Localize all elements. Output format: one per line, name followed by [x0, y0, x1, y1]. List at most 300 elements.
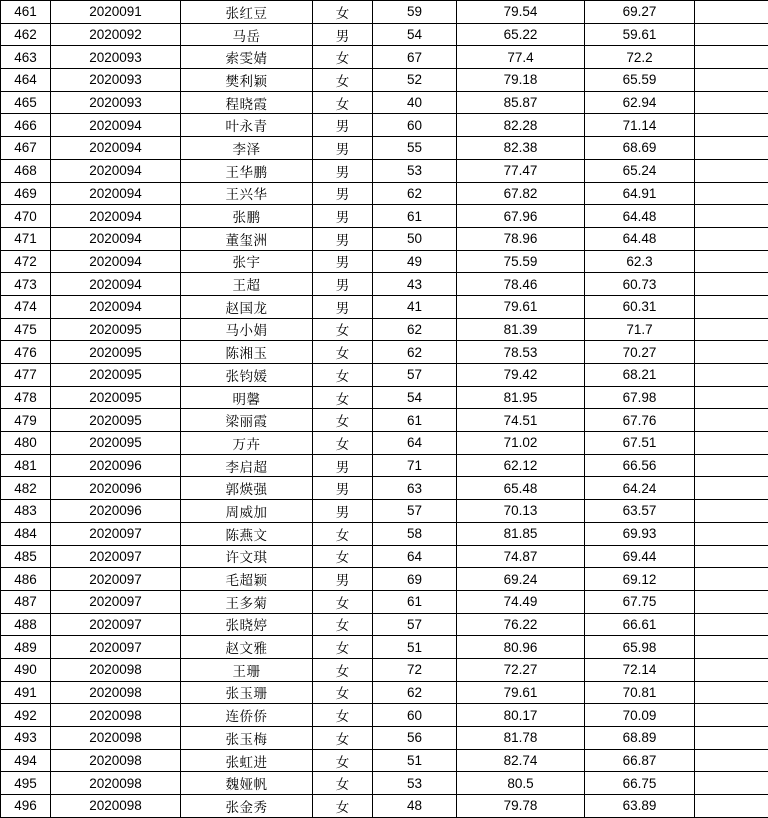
- interview-score: 71.02: [457, 432, 585, 455]
- table-row: [1, 477, 768, 500]
- written-score: 51: [373, 749, 457, 772]
- written-score: 57: [373, 613, 457, 636]
- table-row: [1, 613, 768, 636]
- table-row: [1, 500, 768, 523]
- candidate-name: 张玉珊: [181, 681, 313, 704]
- written-score: 52: [373, 69, 457, 92]
- written-score: 49: [373, 250, 457, 273]
- gender: 男: [313, 137, 373, 160]
- row-index: 461: [1, 1, 51, 24]
- gender: 女: [313, 1, 373, 24]
- row-index: 475: [1, 318, 51, 341]
- interview-score: 79.61: [457, 295, 585, 318]
- total-score: 64.48: [585, 227, 695, 250]
- total-score: 65.24: [585, 159, 695, 182]
- remark: [695, 477, 768, 500]
- table-row: [1, 205, 768, 228]
- gender: 女: [313, 364, 373, 387]
- total-score: 70.27: [585, 341, 695, 364]
- table-row: [1, 159, 768, 182]
- candidate-name: 连侨侨: [181, 704, 313, 727]
- candidate-number: 2020093: [51, 46, 181, 69]
- interview-score: 78.96: [457, 227, 585, 250]
- candidate-name: 张鹏: [181, 205, 313, 228]
- table-row: [1, 658, 768, 681]
- candidate-name: 张晓婷: [181, 613, 313, 636]
- table-row: [1, 795, 768, 818]
- written-score: 40: [373, 91, 457, 114]
- written-score: 55: [373, 137, 457, 160]
- remark: [695, 91, 768, 114]
- gender: 女: [313, 91, 373, 114]
- remark: [695, 295, 768, 318]
- remark: [695, 613, 768, 636]
- remark: [695, 318, 768, 341]
- row-index: 468: [1, 159, 51, 182]
- candidate-number: 2020093: [51, 69, 181, 92]
- table-row: [1, 681, 768, 704]
- candidate-number: 2020095: [51, 432, 181, 455]
- candidate-number: 2020093: [51, 91, 181, 114]
- candidate-name: 张玉梅: [181, 727, 313, 750]
- remark: [695, 727, 768, 750]
- gender: 女: [313, 704, 373, 727]
- total-score: 64.24: [585, 477, 695, 500]
- candidate-name: 赵国龙: [181, 295, 313, 318]
- remark: [695, 159, 768, 182]
- candidate-name: 许文琪: [181, 545, 313, 568]
- candidate-name: 王多菊: [181, 590, 313, 613]
- gender: 男: [313, 568, 373, 591]
- remark: [695, 341, 768, 364]
- interview-score: 81.78: [457, 727, 585, 750]
- written-score: 58: [373, 522, 457, 545]
- row-index: 466: [1, 114, 51, 137]
- remark: [695, 182, 768, 205]
- table-row: [1, 590, 768, 613]
- candidate-name: 程晓霞: [181, 91, 313, 114]
- written-score: 60: [373, 114, 457, 137]
- written-score: 57: [373, 500, 457, 523]
- gender: 男: [313, 182, 373, 205]
- candidate-number: 2020094: [51, 295, 181, 318]
- row-index: 495: [1, 772, 51, 795]
- table-row: [1, 772, 768, 795]
- row-index: 488: [1, 613, 51, 636]
- gender: 女: [313, 727, 373, 750]
- gender: 男: [313, 477, 373, 500]
- table-row: [1, 704, 768, 727]
- remark: [695, 227, 768, 250]
- row-index: 463: [1, 46, 51, 69]
- written-score: 63: [373, 477, 457, 500]
- total-score: 72.2: [585, 46, 695, 69]
- interview-score: 65.22: [457, 23, 585, 46]
- table-row: [1, 182, 768, 205]
- remark: [695, 658, 768, 681]
- candidate-number: 2020094: [51, 205, 181, 228]
- gender: 女: [313, 545, 373, 568]
- row-index: 465: [1, 91, 51, 114]
- score-table-body: [1, 1, 768, 818]
- row-index: 472: [1, 250, 51, 273]
- row-index: 477: [1, 364, 51, 387]
- row-index: 474: [1, 295, 51, 318]
- total-score: 67.75: [585, 590, 695, 613]
- row-index: 493: [1, 727, 51, 750]
- written-score: 59: [373, 1, 457, 24]
- total-score: 68.89: [585, 727, 695, 750]
- candidate-name: 明馨: [181, 386, 313, 409]
- total-score: 67.98: [585, 386, 695, 409]
- candidate-name: 王超: [181, 273, 313, 296]
- candidate-number: 2020098: [51, 749, 181, 772]
- candidate-number: 2020094: [51, 137, 181, 160]
- candidate-name: 樊利颖: [181, 69, 313, 92]
- written-score: 62: [373, 182, 457, 205]
- row-index: 487: [1, 590, 51, 613]
- gender: 男: [313, 205, 373, 228]
- candidate-number: 2020098: [51, 772, 181, 795]
- candidate-number: 2020098: [51, 658, 181, 681]
- written-score: 69: [373, 568, 457, 591]
- interview-score: 81.39: [457, 318, 585, 341]
- remark: [695, 205, 768, 228]
- remark: [695, 795, 768, 818]
- total-score: 66.75: [585, 772, 695, 795]
- remark: [695, 500, 768, 523]
- candidate-number: 2020098: [51, 681, 181, 704]
- candidate-name: 张宇: [181, 250, 313, 273]
- total-score: 67.76: [585, 409, 695, 432]
- total-score: 71.14: [585, 114, 695, 137]
- candidate-number: 2020095: [51, 386, 181, 409]
- remark: [695, 23, 768, 46]
- candidate-name: 李泽: [181, 137, 313, 160]
- row-index: 486: [1, 568, 51, 591]
- candidate-name: 王珊: [181, 658, 313, 681]
- candidate-number: 2020097: [51, 590, 181, 613]
- total-score: 65.59: [585, 69, 695, 92]
- row-index: 476: [1, 341, 51, 364]
- table-row: [1, 227, 768, 250]
- candidate-number: 2020092: [51, 23, 181, 46]
- candidate-number: 2020097: [51, 568, 181, 591]
- row-index: 485: [1, 545, 51, 568]
- interview-score: 72.27: [457, 658, 585, 681]
- gender: 女: [313, 681, 373, 704]
- table-row: [1, 636, 768, 659]
- candidate-number: 2020091: [51, 1, 181, 24]
- candidate-number: 2020097: [51, 636, 181, 659]
- table-row: [1, 69, 768, 92]
- table-row: [1, 568, 768, 591]
- table-row: [1, 295, 768, 318]
- total-score: 66.61: [585, 613, 695, 636]
- candidate-number: 2020097: [51, 545, 181, 568]
- gender: 女: [313, 386, 373, 409]
- candidate-name: 万卉: [181, 432, 313, 455]
- interview-score: 62.12: [457, 454, 585, 477]
- candidate-name: 郭煐强: [181, 477, 313, 500]
- table-row: [1, 749, 768, 772]
- written-score: 61: [373, 590, 457, 613]
- row-index: 464: [1, 69, 51, 92]
- interview-score: 82.38: [457, 137, 585, 160]
- interview-score: 74.51: [457, 409, 585, 432]
- written-score: 62: [373, 681, 457, 704]
- candidate-number: 2020095: [51, 341, 181, 364]
- remark: [695, 749, 768, 772]
- written-score: 50: [373, 227, 457, 250]
- written-score: 54: [373, 386, 457, 409]
- candidate-number: 2020096: [51, 500, 181, 523]
- written-score: 41: [373, 295, 457, 318]
- gender: 女: [313, 46, 373, 69]
- gender: 男: [313, 227, 373, 250]
- row-index: 492: [1, 704, 51, 727]
- total-score: 62.3: [585, 250, 695, 273]
- table-row: [1, 545, 768, 568]
- interview-score: 80.5: [457, 772, 585, 795]
- gender: 男: [313, 23, 373, 46]
- written-score: 48: [373, 795, 457, 818]
- total-score: 65.98: [585, 636, 695, 659]
- interview-score: 75.59: [457, 250, 585, 273]
- interview-score: 76.22: [457, 613, 585, 636]
- remark: [695, 590, 768, 613]
- remark: [695, 568, 768, 591]
- row-index: 467: [1, 137, 51, 160]
- interview-score: 70.13: [457, 500, 585, 523]
- row-index: 469: [1, 182, 51, 205]
- written-score: 54: [373, 23, 457, 46]
- candidate-number: 2020096: [51, 477, 181, 500]
- candidate-name: 赵文雅: [181, 636, 313, 659]
- total-score: 60.73: [585, 273, 695, 296]
- total-score: 63.57: [585, 500, 695, 523]
- candidate-number: 2020094: [51, 227, 181, 250]
- candidate-name: 张金秀: [181, 795, 313, 818]
- written-score: 71: [373, 454, 457, 477]
- total-score: 68.21: [585, 364, 695, 387]
- gender: 女: [313, 590, 373, 613]
- table-row: [1, 318, 768, 341]
- remark: [695, 522, 768, 545]
- interview-score: 82.74: [457, 749, 585, 772]
- row-index: 470: [1, 205, 51, 228]
- gender: 女: [313, 658, 373, 681]
- remark: [695, 636, 768, 659]
- candidate-name: 董玺洲: [181, 227, 313, 250]
- total-score: 64.91: [585, 182, 695, 205]
- total-score: 60.31: [585, 295, 695, 318]
- interview-score: 65.48: [457, 477, 585, 500]
- row-index: 479: [1, 409, 51, 432]
- interview-score: 79.61: [457, 681, 585, 704]
- candidate-number: 2020095: [51, 364, 181, 387]
- row-index: 478: [1, 386, 51, 409]
- interview-score: 81.95: [457, 386, 585, 409]
- total-score: 66.56: [585, 454, 695, 477]
- interview-score: 80.17: [457, 704, 585, 727]
- remark: [695, 114, 768, 137]
- candidate-number: 2020098: [51, 727, 181, 750]
- row-index: 480: [1, 432, 51, 455]
- candidate-name: 陈湘玉: [181, 341, 313, 364]
- table-row: [1, 91, 768, 114]
- row-index: 489: [1, 636, 51, 659]
- candidate-number: 2020094: [51, 159, 181, 182]
- written-score: 72: [373, 658, 457, 681]
- candidate-name: 王兴华: [181, 182, 313, 205]
- table-row: [1, 522, 768, 545]
- gender: 女: [313, 636, 373, 659]
- interview-score: 82.28: [457, 114, 585, 137]
- row-index: 462: [1, 23, 51, 46]
- remark: [695, 364, 768, 387]
- written-score: 62: [373, 318, 457, 341]
- row-index: 491: [1, 681, 51, 704]
- gender: 男: [313, 454, 373, 477]
- total-score: 70.09: [585, 704, 695, 727]
- total-score: 59.61: [585, 23, 695, 46]
- written-score: 53: [373, 772, 457, 795]
- candidate-name: 李启超: [181, 454, 313, 477]
- candidate-name: 梁丽霞: [181, 409, 313, 432]
- candidate-number: 2020094: [51, 250, 181, 273]
- gender: 女: [313, 522, 373, 545]
- candidate-number: 2020094: [51, 114, 181, 137]
- table-row: [1, 114, 768, 137]
- remark: [695, 137, 768, 160]
- gender: 男: [313, 500, 373, 523]
- gender: 女: [313, 613, 373, 636]
- total-score: 68.69: [585, 137, 695, 160]
- total-score: 72.14: [585, 658, 695, 681]
- remark: [695, 432, 768, 455]
- written-score: 67: [373, 46, 457, 69]
- table-row: [1, 46, 768, 69]
- candidate-name: 毛超颖: [181, 568, 313, 591]
- remark: [695, 250, 768, 273]
- remark: [695, 69, 768, 92]
- total-score: 69.27: [585, 1, 695, 24]
- gender: 女: [313, 409, 373, 432]
- candidate-number: 2020098: [51, 795, 181, 818]
- total-score: 69.12: [585, 568, 695, 591]
- interview-score: 74.87: [457, 545, 585, 568]
- interview-score: 67.96: [457, 205, 585, 228]
- candidate-number: 2020097: [51, 522, 181, 545]
- written-score: 64: [373, 432, 457, 455]
- candidate-name: 马小娟: [181, 318, 313, 341]
- table-row: [1, 386, 768, 409]
- remark: [695, 46, 768, 69]
- gender: 女: [313, 749, 373, 772]
- gender: 男: [313, 250, 373, 273]
- candidate-name: 周威加: [181, 500, 313, 523]
- written-score: 51: [373, 636, 457, 659]
- candidate-number: 2020097: [51, 613, 181, 636]
- remark: [695, 681, 768, 704]
- interview-score: 80.96: [457, 636, 585, 659]
- row-index: 482: [1, 477, 51, 500]
- remark: [695, 454, 768, 477]
- interview-score: 78.46: [457, 273, 585, 296]
- written-score: 57: [373, 364, 457, 387]
- gender: 男: [313, 114, 373, 137]
- interview-score: 79.78: [457, 795, 585, 818]
- table-row: [1, 727, 768, 750]
- interview-score: 79.18: [457, 69, 585, 92]
- table-row: [1, 137, 768, 160]
- table-row: [1, 1, 768, 24]
- gender: 男: [313, 295, 373, 318]
- candidate-name: 索雯婧: [181, 46, 313, 69]
- total-score: 62.94: [585, 91, 695, 114]
- candidate-name: 叶永青: [181, 114, 313, 137]
- interview-score: 85.87: [457, 91, 585, 114]
- interview-score: 77.47: [457, 159, 585, 182]
- candidate-number: 2020096: [51, 454, 181, 477]
- total-score: 69.44: [585, 545, 695, 568]
- candidate-number: 2020098: [51, 704, 181, 727]
- table-row: [1, 409, 768, 432]
- gender: 男: [313, 273, 373, 296]
- row-index: 490: [1, 658, 51, 681]
- written-score: 64: [373, 545, 457, 568]
- remark: [695, 772, 768, 795]
- remark: [695, 386, 768, 409]
- remark: [695, 273, 768, 296]
- gender: 女: [313, 795, 373, 818]
- gender: 女: [313, 318, 373, 341]
- remark: [695, 1, 768, 24]
- table-row: [1, 454, 768, 477]
- total-score: 67.51: [585, 432, 695, 455]
- written-score: 61: [373, 409, 457, 432]
- interview-score: 79.42: [457, 364, 585, 387]
- table-row: [1, 250, 768, 273]
- candidate-name: 张红豆: [181, 1, 313, 24]
- row-index: 496: [1, 795, 51, 818]
- gender: 男: [313, 159, 373, 182]
- interview-score: 77.4: [457, 46, 585, 69]
- candidate-number: 2020094: [51, 182, 181, 205]
- interview-score: 67.82: [457, 182, 585, 205]
- written-score: 61: [373, 205, 457, 228]
- row-index: 494: [1, 749, 51, 772]
- interview-score: 81.85: [457, 522, 585, 545]
- total-score: 63.89: [585, 795, 695, 818]
- candidate-name: 王华鹏: [181, 159, 313, 182]
- total-score: 66.87: [585, 749, 695, 772]
- candidate-name: 马岳: [181, 23, 313, 46]
- row-index: 484: [1, 522, 51, 545]
- gender: 女: [313, 772, 373, 795]
- remark: [695, 409, 768, 432]
- table-row: [1, 341, 768, 364]
- row-index: 471: [1, 227, 51, 250]
- interview-score: 78.53: [457, 341, 585, 364]
- row-index: 481: [1, 454, 51, 477]
- interview-score: 74.49: [457, 590, 585, 613]
- written-score: 60: [373, 704, 457, 727]
- written-score: 43: [373, 273, 457, 296]
- interview-score: 79.54: [457, 1, 585, 24]
- candidate-name: 魏娅帆: [181, 772, 313, 795]
